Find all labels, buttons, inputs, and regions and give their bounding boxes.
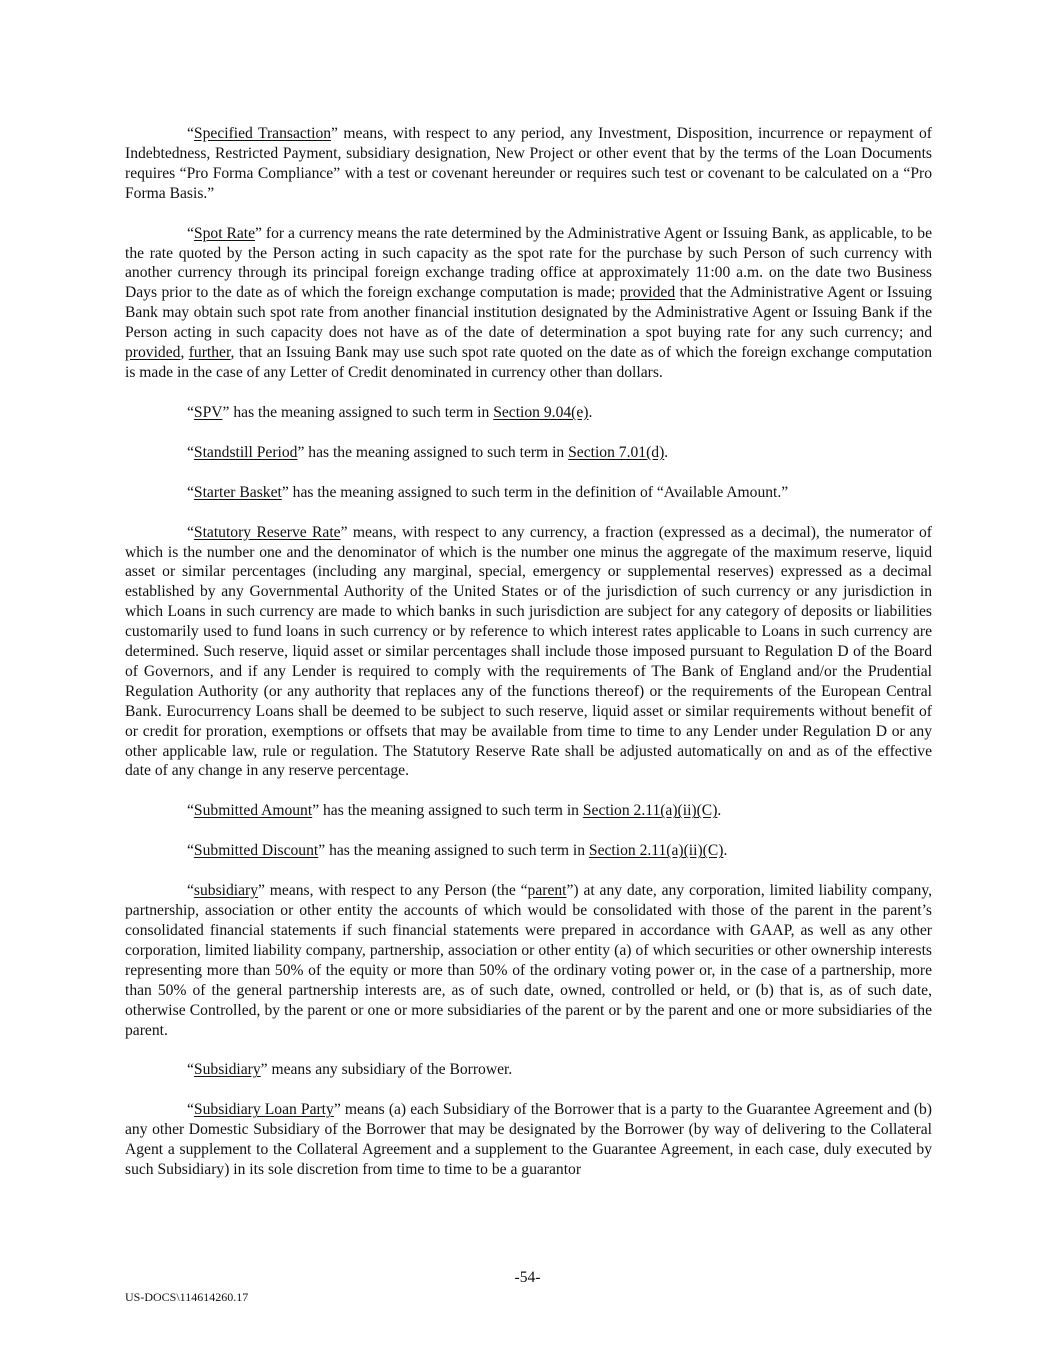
- definition-subsidiary: “Subsidiary” means any subsidiary of the Borrower.: [187, 1061, 513, 1079]
- definition-standstill-period: “Standstill Period” has the meaning assigned to such term in Section 7.01(d).: [187, 443, 669, 461]
- definition-spv: “SPV” has the meaning assigned to such term in Section 9.04(e).: [187, 403, 593, 421]
- defined-term: Subsidiary Loan Party: [193, 1101, 334, 1119]
- definition-specified-transaction: “Specified Transaction” means, with respect to any period, any Investment, Disposition, incurrence or repayment of Indebtedness, Restricted Payment, subsidiary designation, New Project or other event that by the terms of the Loan Documents requires “Pro Forma Compliance” with a test or covenant hereunder or requires such test or covenant to be calculated on a “Pro Forma Basis.”: [125, 125, 932, 202]
- defined-term: SPV: [193, 403, 223, 421]
- definition-subsidiary-lowercase: “subsidiary” means, with respect to any Person (the “parent”) at any date, any corporation, limited liability company, partnership, association or other entity the accounts of which would be consolidated with those of the parent in the parent’s consolidated financial statements if such financial statements were prepared in accordance with GAAP, as well as any other corporation, limited liability company, partnership, association or other entity (a) of which securities or other ownership interests representing more than 50% of the equity or more than 50% of the ordinary voting power or, in the case of a partnership, more than 50% of the general partnership interests are, as of such date, owned, controlled or held, or (b) that is, as of such date, otherwise Controlled, by the parent or one or more subsidiaries of the parent or by the parent and one or more subsidiaries of the parent.: [125, 882, 933, 1039]
- definition-submitted-discount: “Submitted Discount” has the meaning assigned to such term in Section 2.11(a)(ii)(C).: [187, 842, 728, 860]
- section-reference: Section 7.01(d): [568, 443, 665, 461]
- defined-term: Spot Rate: [193, 224, 256, 242]
- section-reference: Section 9.04(e): [493, 403, 589, 421]
- defined-term: Submitted Discount: [193, 842, 319, 860]
- document-id: US-DOCS\114614260.17: [125, 1290, 249, 1304]
- definition-submitted-amount: “Submitted Amount” has the meaning assigned to such term in Section 2.11(a)(ii)(C).: [187, 802, 722, 820]
- definition-spot-rate: “Spot Rate” for a currency means the rate determined by the Administrative Agent or Issuing Bank, as applicable, to be the rate quoted by the Person acting in such capacity as the spot rate for the purchase by such Person of such currency with another currency through its principal foreign exchange trading office at approximately 11:00 a.m. on the date two Business Days prior to the date as of which the foreign exchange computation is made; provided that the Administrative Agent or Issuing Bank may obtain such spot rate from another financial institution designated by the Administrative Agent or Issuing Bank if the Person acting in such capacity does not have as of the date of determination a spot buying rate for any such currency; and provided, further, that an Issuing Bank may use such spot rate quoted on the date as of which the foreign exchange computation is made in the case of any Letter of Credit denominated in currency other than dollars.: [125, 224, 932, 381]
- defined-term: Submitted Amount: [193, 802, 313, 820]
- defined-term: subsidiary: [193, 882, 259, 900]
- defined-term: Subsidiary: [193, 1061, 261, 1079]
- page-number: -54-: [514, 1269, 541, 1286]
- document-body: [125, 124, 932, 1200]
- defined-term: Starter Basket: [193, 483, 282, 501]
- section-reference: Section 2.11(a)(ii)(C): [588, 842, 724, 860]
- defined-term: Statutory Reserve Rate: [193, 523, 341, 541]
- defined-term: Specified Transaction: [193, 125, 332, 142]
- definition-subsidiary-loan-party: “Subsidiary Loan Party” means (a) each Subsidiary of the Borrower that is a party to the Guarantee Agreement and (b) any other Domestic Subsidiary of the Borrower that may be designated by the Borrower (by way of delivering to the Collateral Agent a supplement to the Collateral Agreement and a supplement to the Guarantee Agreement, in each case, duly executed by such Subsidiary) in its sole discretion from time to time to be a guarantor: [125, 1101, 932, 1179]
- definition-starter-basket: “Starter Basket” has the meaning assigned to such term in the definition of “Available Amount.”: [187, 483, 789, 501]
- section-reference: Section 2.11(a)(ii)(C): [582, 802, 718, 820]
- definition-statutory-reserve-rate: “Statutory Reserve Rate” means, with respect to any currency, a fraction (expressed as a decimal), the numerator of which is the number one and the denominator of which is the number one minus the aggregate of the maximum reserve, liquid asset or similar percentages (including any marginal, special, emergency or supplemental reserves) expressed as a decimal established by any Governmental Authority of the United States or of the jurisdiction of such currency or any jurisdiction in which Loans in such currency are made to which banks in such jurisdiction are subject for any category of deposits or liabilities customarily used to fund loans in such currency or by reference to which interest rates applicable to Loans in such currency are determined. Such reserve, liquid asset or similar percentages shall include those imposed pursuant to Regulation D of the Board of Governors, and if any Lender is required to comply with the requirements of The Bank of England and/or the Prudential Regulation Authority (or any authority that replaces any of the functions thereof) or the requirements of the European Central Bank. Eurocurrency Loans shall be deemed to be subject to such reserve, liquid asset or similar requirements without benefit of or credit for proration, exemptions or offsets that may be available from time to time to any Lender under Regulation D or any other applicable law, rule or regulation. The Statutory Reserve Rate shall be adjusted automatically on and as of the effective date of any change in any reserve percentage.: [125, 523, 932, 780]
- defined-term: Standstill Period: [193, 443, 298, 461]
